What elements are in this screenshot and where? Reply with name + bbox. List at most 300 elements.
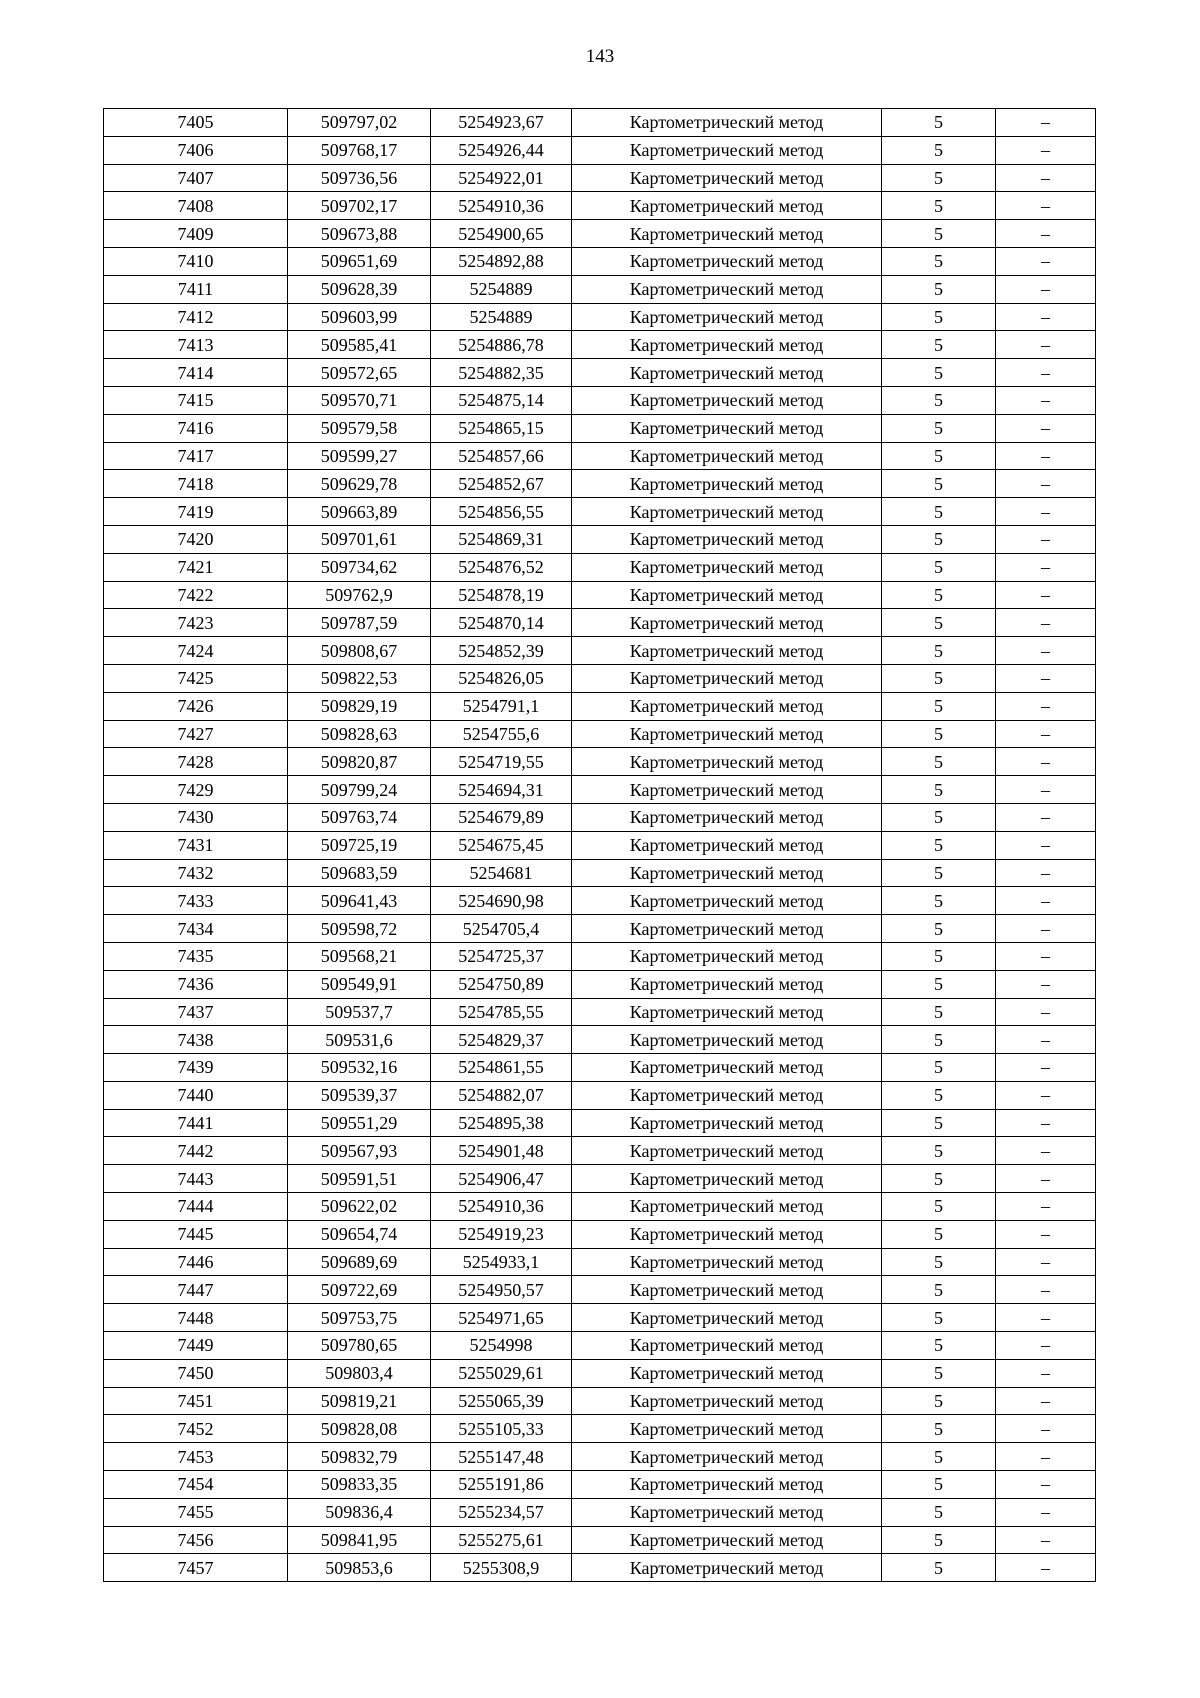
table-row — [104, 748, 1096, 776]
y-coordinate-cell: 5254875,14 — [431, 386, 572, 414]
table-row — [104, 414, 1096, 442]
y-coordinate-cell: 5254826,05 — [431, 664, 572, 692]
point-number-cell: 7453 — [104, 1443, 288, 1471]
x-coordinate-cell: 509832,79 — [288, 1443, 431, 1471]
point-number-cell: 7442 — [104, 1137, 288, 1165]
x-coordinate-cell: 509537,7 — [288, 998, 431, 1026]
table-row — [104, 1248, 1096, 1276]
y-coordinate-cell: 5254829,37 — [431, 1026, 572, 1054]
formula-cell: – — [996, 803, 1096, 831]
method-cell: Картометрический метод — [572, 331, 882, 359]
accuracy-cell: 5 — [882, 1054, 996, 1082]
formula-cell: – — [996, 998, 1096, 1026]
formula-cell: – — [996, 1359, 1096, 1387]
point-number-cell: 7418 — [104, 470, 288, 498]
method-cell: Картометрический метод — [572, 1137, 882, 1165]
point-number-cell: 7438 — [104, 1026, 288, 1054]
formula-cell: – — [996, 109, 1096, 137]
formula-cell: – — [996, 720, 1096, 748]
method-cell: Картометрический метод — [572, 414, 882, 442]
point-number-cell: 7427 — [104, 720, 288, 748]
formula-cell: – — [996, 970, 1096, 998]
y-coordinate-cell: 5255029,61 — [431, 1359, 572, 1387]
x-coordinate-cell: 509579,58 — [288, 414, 431, 442]
y-coordinate-cell: 5254950,57 — [431, 1276, 572, 1304]
y-coordinate-cell: 5255308,9 — [431, 1554, 572, 1582]
y-coordinate-cell: 5255065,39 — [431, 1387, 572, 1415]
accuracy-cell: 5 — [882, 442, 996, 470]
y-coordinate-cell: 5254998 — [431, 1332, 572, 1360]
y-coordinate-cell: 5254895,38 — [431, 1109, 572, 1137]
method-cell: Картометрический метод — [572, 1498, 882, 1526]
point-number-cell: 7422 — [104, 581, 288, 609]
method-cell: Картометрический метод — [572, 1248, 882, 1276]
x-coordinate-cell: 509702,17 — [288, 192, 431, 220]
table-row — [104, 164, 1096, 192]
x-coordinate-cell: 509820,87 — [288, 748, 431, 776]
x-coordinate-cell: 509598,72 — [288, 915, 431, 943]
table-row — [104, 247, 1096, 275]
x-coordinate-cell: 509570,71 — [288, 386, 431, 414]
point-number-cell: 7429 — [104, 776, 288, 804]
accuracy-cell: 5 — [882, 915, 996, 943]
accuracy-cell: 5 — [882, 1220, 996, 1248]
accuracy-cell: 5 — [882, 109, 996, 137]
table-row — [104, 109, 1096, 137]
table-row — [104, 998, 1096, 1026]
formula-cell: – — [996, 1443, 1096, 1471]
method-cell: Картометрический метод — [572, 164, 882, 192]
method-cell: Картометрический метод — [572, 1387, 882, 1415]
y-coordinate-cell: 5254679,89 — [431, 803, 572, 831]
x-coordinate-cell: 509567,93 — [288, 1137, 431, 1165]
x-coordinate-cell: 509762,9 — [288, 581, 431, 609]
table-row — [104, 1137, 1096, 1165]
table-row — [104, 1304, 1096, 1332]
formula-cell: – — [996, 164, 1096, 192]
table-row — [104, 498, 1096, 526]
point-number-cell: 7452 — [104, 1415, 288, 1443]
point-number-cell: 7435 — [104, 942, 288, 970]
accuracy-cell: 5 — [882, 1359, 996, 1387]
y-coordinate-cell: 5254852,67 — [431, 470, 572, 498]
page-number: 143 — [585, 46, 615, 67]
formula-cell: – — [996, 1165, 1096, 1193]
method-cell: Картометрический метод — [572, 1220, 882, 1248]
table-row — [104, 1081, 1096, 1109]
point-number-cell: 7433 — [104, 887, 288, 915]
accuracy-cell: 5 — [882, 247, 996, 275]
x-coordinate-cell: 509532,16 — [288, 1054, 431, 1082]
y-coordinate-cell: 5254886,78 — [431, 331, 572, 359]
y-coordinate-cell: 5254690,98 — [431, 887, 572, 915]
x-coordinate-cell: 509725,19 — [288, 831, 431, 859]
formula-cell: – — [996, 1248, 1096, 1276]
table-row — [104, 1526, 1096, 1554]
accuracy-cell: 5 — [882, 220, 996, 248]
table-row — [104, 220, 1096, 248]
accuracy-cell: 5 — [882, 664, 996, 692]
point-number-cell: 7419 — [104, 498, 288, 526]
table-row — [104, 275, 1096, 303]
method-cell: Картометрический метод — [572, 1193, 882, 1221]
formula-cell: – — [996, 442, 1096, 470]
table-row — [104, 803, 1096, 831]
formula-cell: – — [996, 303, 1096, 331]
point-number-cell: 7457 — [104, 1554, 288, 1582]
method-cell: Картометрический метод — [572, 637, 882, 665]
formula-cell: – — [996, 637, 1096, 665]
point-number-cell: 7421 — [104, 553, 288, 581]
method-cell: Картометрический метод — [572, 1443, 882, 1471]
x-coordinate-cell: 509539,37 — [288, 1081, 431, 1109]
x-coordinate-cell: 509689,69 — [288, 1248, 431, 1276]
table-row — [104, 331, 1096, 359]
x-coordinate-cell: 509629,78 — [288, 470, 431, 498]
y-coordinate-cell: 5254971,65 — [431, 1304, 572, 1332]
accuracy-cell: 5 — [882, 1304, 996, 1332]
accuracy-cell: 5 — [882, 942, 996, 970]
point-number-cell: 7456 — [104, 1526, 288, 1554]
accuracy-cell: 5 — [882, 859, 996, 887]
accuracy-cell: 5 — [882, 1081, 996, 1109]
point-number-cell: 7440 — [104, 1081, 288, 1109]
accuracy-cell: 5 — [882, 525, 996, 553]
y-coordinate-cell: 5254719,55 — [431, 748, 572, 776]
method-cell: Картометрический метод — [572, 498, 882, 526]
y-coordinate-cell: 5255234,57 — [431, 1498, 572, 1526]
table-body — [104, 109, 1096, 1582]
point-number-cell: 7417 — [104, 442, 288, 470]
table-row — [104, 470, 1096, 498]
method-cell: Картометрический метод — [572, 1304, 882, 1332]
x-coordinate-cell: 509797,02 — [288, 109, 431, 137]
formula-cell: – — [996, 1026, 1096, 1054]
formula-cell: – — [996, 1081, 1096, 1109]
point-number-cell: 7408 — [104, 192, 288, 220]
point-number-cell: 7420 — [104, 525, 288, 553]
point-number-cell: 7436 — [104, 970, 288, 998]
y-coordinate-cell: 5254755,6 — [431, 720, 572, 748]
table-row — [104, 915, 1096, 943]
formula-cell: – — [996, 748, 1096, 776]
x-coordinate-cell: 509828,08 — [288, 1415, 431, 1443]
method-cell: Картометрический метод — [572, 1359, 882, 1387]
method-cell: Картометрический метод — [572, 1054, 882, 1082]
table-row — [104, 581, 1096, 609]
accuracy-cell: 5 — [882, 1193, 996, 1221]
y-coordinate-cell: 5254705,4 — [431, 915, 572, 943]
accuracy-cell: 5 — [882, 637, 996, 665]
method-cell: Картометрический метод — [572, 915, 882, 943]
x-coordinate-cell: 509722,69 — [288, 1276, 431, 1304]
accuracy-cell: 5 — [882, 414, 996, 442]
table-row — [104, 1109, 1096, 1137]
method-cell: Картометрический метод — [572, 553, 882, 581]
accuracy-cell: 5 — [882, 164, 996, 192]
x-coordinate-cell: 509753,75 — [288, 1304, 431, 1332]
accuracy-cell: 5 — [882, 1471, 996, 1499]
x-coordinate-cell: 509803,4 — [288, 1359, 431, 1387]
accuracy-cell: 5 — [882, 720, 996, 748]
point-number-cell: 7425 — [104, 664, 288, 692]
point-number-cell: 7449 — [104, 1332, 288, 1360]
point-number-cell: 7428 — [104, 748, 288, 776]
y-coordinate-cell: 5254910,36 — [431, 1193, 572, 1221]
accuracy-cell: 5 — [882, 609, 996, 637]
table-row — [104, 442, 1096, 470]
method-cell: Картометрический метод — [572, 359, 882, 387]
table-row — [104, 1471, 1096, 1499]
y-coordinate-cell: 5254876,52 — [431, 553, 572, 581]
y-coordinate-cell: 5254919,23 — [431, 1220, 572, 1248]
method-cell: Картометрический метод — [572, 748, 882, 776]
point-number-cell: 7450 — [104, 1359, 288, 1387]
x-coordinate-cell: 509673,88 — [288, 220, 431, 248]
x-coordinate-cell: 509819,21 — [288, 1387, 431, 1415]
method-cell: Картометрический метод — [572, 192, 882, 220]
y-coordinate-cell: 5255191,86 — [431, 1471, 572, 1499]
table-row — [104, 1276, 1096, 1304]
method-cell: Картометрический метод — [572, 1332, 882, 1360]
y-coordinate-cell: 5254878,19 — [431, 581, 572, 609]
y-coordinate-cell: 5254861,55 — [431, 1054, 572, 1082]
point-number-cell: 7416 — [104, 414, 288, 442]
table-row — [104, 553, 1096, 581]
table-row — [104, 192, 1096, 220]
x-coordinate-cell: 509551,29 — [288, 1109, 431, 1137]
point-number-cell: 7415 — [104, 386, 288, 414]
point-number-cell: 7454 — [104, 1471, 288, 1499]
point-number-cell: 7409 — [104, 220, 288, 248]
formula-cell: – — [996, 776, 1096, 804]
accuracy-cell: 5 — [882, 748, 996, 776]
table-row — [104, 609, 1096, 637]
point-number-cell: 7431 — [104, 831, 288, 859]
x-coordinate-cell: 509585,41 — [288, 331, 431, 359]
x-coordinate-cell: 509736,56 — [288, 164, 431, 192]
method-cell: Картометрический метод — [572, 1165, 882, 1193]
point-number-cell: 7407 — [104, 164, 288, 192]
accuracy-cell: 5 — [882, 498, 996, 526]
point-number-cell: 7413 — [104, 331, 288, 359]
method-cell: Картометрический метод — [572, 720, 882, 748]
table-row — [104, 942, 1096, 970]
table-row — [104, 1054, 1096, 1082]
accuracy-cell: 5 — [882, 1387, 996, 1415]
point-number-cell: 7423 — [104, 609, 288, 637]
point-number-cell: 7447 — [104, 1276, 288, 1304]
formula-cell: – — [996, 915, 1096, 943]
point-number-cell: 7446 — [104, 1248, 288, 1276]
accuracy-cell: 5 — [882, 1332, 996, 1360]
formula-cell: – — [996, 220, 1096, 248]
point-number-cell: 7406 — [104, 136, 288, 164]
method-cell: Картометрический метод — [572, 859, 882, 887]
table-row — [104, 970, 1096, 998]
formula-cell: – — [996, 831, 1096, 859]
point-number-cell: 7439 — [104, 1054, 288, 1082]
x-coordinate-cell: 509836,4 — [288, 1498, 431, 1526]
table-row — [104, 831, 1096, 859]
coordinates-table — [103, 108, 1096, 1582]
method-cell: Картометрический метод — [572, 998, 882, 1026]
method-cell: Картометрический метод — [572, 942, 882, 970]
accuracy-cell: 5 — [882, 1276, 996, 1304]
y-coordinate-cell: 5254901,48 — [431, 1137, 572, 1165]
accuracy-cell: 5 — [882, 1443, 996, 1471]
y-coordinate-cell: 5254694,31 — [431, 776, 572, 804]
method-cell: Картометрический метод — [572, 275, 882, 303]
formula-cell: – — [996, 498, 1096, 526]
accuracy-cell: 5 — [882, 776, 996, 804]
table-row — [104, 776, 1096, 804]
method-cell: Картометрический метод — [572, 1081, 882, 1109]
method-cell: Картометрический метод — [572, 1026, 882, 1054]
formula-cell: – — [996, 692, 1096, 720]
x-coordinate-cell: 509622,02 — [288, 1193, 431, 1221]
formula-cell: – — [996, 1415, 1096, 1443]
x-coordinate-cell: 509768,17 — [288, 136, 431, 164]
method-cell: Картометрический метод — [572, 1471, 882, 1499]
point-number-cell: 7426 — [104, 692, 288, 720]
y-coordinate-cell: 5254882,35 — [431, 359, 572, 387]
y-coordinate-cell: 5254882,07 — [431, 1081, 572, 1109]
y-coordinate-cell: 5254865,15 — [431, 414, 572, 442]
x-coordinate-cell: 509828,63 — [288, 720, 431, 748]
x-coordinate-cell: 509787,59 — [288, 609, 431, 637]
x-coordinate-cell: 509572,65 — [288, 359, 431, 387]
point-number-cell: 7412 — [104, 303, 288, 331]
formula-cell: – — [996, 664, 1096, 692]
method-cell: Картометрический метод — [572, 1526, 882, 1554]
point-number-cell: 7444 — [104, 1193, 288, 1221]
formula-cell: – — [996, 1137, 1096, 1165]
x-coordinate-cell: 509603,99 — [288, 303, 431, 331]
formula-cell: – — [996, 1193, 1096, 1221]
x-coordinate-cell: 509531,6 — [288, 1026, 431, 1054]
accuracy-cell: 5 — [882, 581, 996, 609]
point-number-cell: 7405 — [104, 109, 288, 137]
y-coordinate-cell: 5255105,33 — [431, 1415, 572, 1443]
x-coordinate-cell: 509799,24 — [288, 776, 431, 804]
y-coordinate-cell: 5254870,14 — [431, 609, 572, 637]
x-coordinate-cell: 509780,65 — [288, 1332, 431, 1360]
y-coordinate-cell: 5254852,39 — [431, 637, 572, 665]
y-coordinate-cell: 5254906,47 — [431, 1165, 572, 1193]
table-row — [104, 1554, 1096, 1582]
accuracy-cell: 5 — [882, 1498, 996, 1526]
x-coordinate-cell: 509734,62 — [288, 553, 431, 581]
x-coordinate-cell: 509853,6 — [288, 1554, 431, 1582]
y-coordinate-cell: 5254750,89 — [431, 970, 572, 998]
y-coordinate-cell: 5254869,31 — [431, 525, 572, 553]
method-cell: Картометрический метод — [572, 692, 882, 720]
accuracy-cell: 5 — [882, 803, 996, 831]
point-number-cell: 7432 — [104, 859, 288, 887]
formula-cell: – — [996, 887, 1096, 915]
point-number-cell: 7430 — [104, 803, 288, 831]
point-number-cell: 7414 — [104, 359, 288, 387]
accuracy-cell: 5 — [882, 1526, 996, 1554]
method-cell: Картометрический метод — [572, 247, 882, 275]
table-row — [104, 1332, 1096, 1360]
y-coordinate-cell: 5254923,67 — [431, 109, 572, 137]
formula-cell: – — [996, 275, 1096, 303]
accuracy-cell: 5 — [882, 331, 996, 359]
accuracy-cell: 5 — [882, 1109, 996, 1137]
table-row — [104, 1387, 1096, 1415]
formula-cell: – — [996, 1220, 1096, 1248]
accuracy-cell: 5 — [882, 470, 996, 498]
table-row — [104, 720, 1096, 748]
y-coordinate-cell: 5254892,88 — [431, 247, 572, 275]
table-row — [104, 386, 1096, 414]
table-row — [104, 1220, 1096, 1248]
point-number-cell: 7411 — [104, 275, 288, 303]
y-coordinate-cell: 5254889 — [431, 303, 572, 331]
formula-cell: – — [996, 1471, 1096, 1499]
method-cell: Картометрический метод — [572, 664, 882, 692]
formula-cell: – — [996, 359, 1096, 387]
point-number-cell: 7441 — [104, 1109, 288, 1137]
formula-cell: – — [996, 1526, 1096, 1554]
accuracy-cell: 5 — [882, 275, 996, 303]
formula-cell: – — [996, 942, 1096, 970]
formula-cell: – — [996, 136, 1096, 164]
y-coordinate-cell: 5254889 — [431, 275, 572, 303]
method-cell: Картометрический метод — [572, 776, 882, 804]
y-coordinate-cell: 5254856,55 — [431, 498, 572, 526]
accuracy-cell: 5 — [882, 192, 996, 220]
method-cell: Картометрический метод — [572, 1554, 882, 1582]
y-coordinate-cell: 5254725,37 — [431, 942, 572, 970]
y-coordinate-cell: 5254900,65 — [431, 220, 572, 248]
table-row — [104, 1415, 1096, 1443]
accuracy-cell: 5 — [882, 303, 996, 331]
point-number-cell: 7437 — [104, 998, 288, 1026]
method-cell: Картометрический метод — [572, 803, 882, 831]
table-row — [104, 1193, 1096, 1221]
accuracy-cell: 5 — [882, 692, 996, 720]
x-coordinate-cell: 509701,61 — [288, 525, 431, 553]
y-coordinate-cell: 5254857,66 — [431, 442, 572, 470]
y-coordinate-cell: 5254675,45 — [431, 831, 572, 859]
method-cell: Картометрический метод — [572, 1109, 882, 1137]
x-coordinate-cell: 509829,19 — [288, 692, 431, 720]
x-coordinate-cell: 509833,35 — [288, 1471, 431, 1499]
y-coordinate-cell: 5254933,1 — [431, 1248, 572, 1276]
method-cell: Картометрический метод — [572, 581, 882, 609]
y-coordinate-cell: 5254681 — [431, 859, 572, 887]
table-row — [104, 859, 1096, 887]
method-cell: Картометрический метод — [572, 220, 882, 248]
table-row — [104, 637, 1096, 665]
formula-cell: – — [996, 1109, 1096, 1137]
y-coordinate-cell: 5254791,1 — [431, 692, 572, 720]
formula-cell: – — [996, 247, 1096, 275]
x-coordinate-cell: 509763,74 — [288, 803, 431, 831]
table-row — [104, 359, 1096, 387]
accuracy-cell: 5 — [882, 970, 996, 998]
formula-cell: – — [996, 1554, 1096, 1582]
accuracy-cell: 5 — [882, 887, 996, 915]
accuracy-cell: 5 — [882, 386, 996, 414]
x-coordinate-cell: 509651,69 — [288, 247, 431, 275]
accuracy-cell: 5 — [882, 1165, 996, 1193]
method-cell: Картометрический метод — [572, 442, 882, 470]
table-row — [104, 692, 1096, 720]
